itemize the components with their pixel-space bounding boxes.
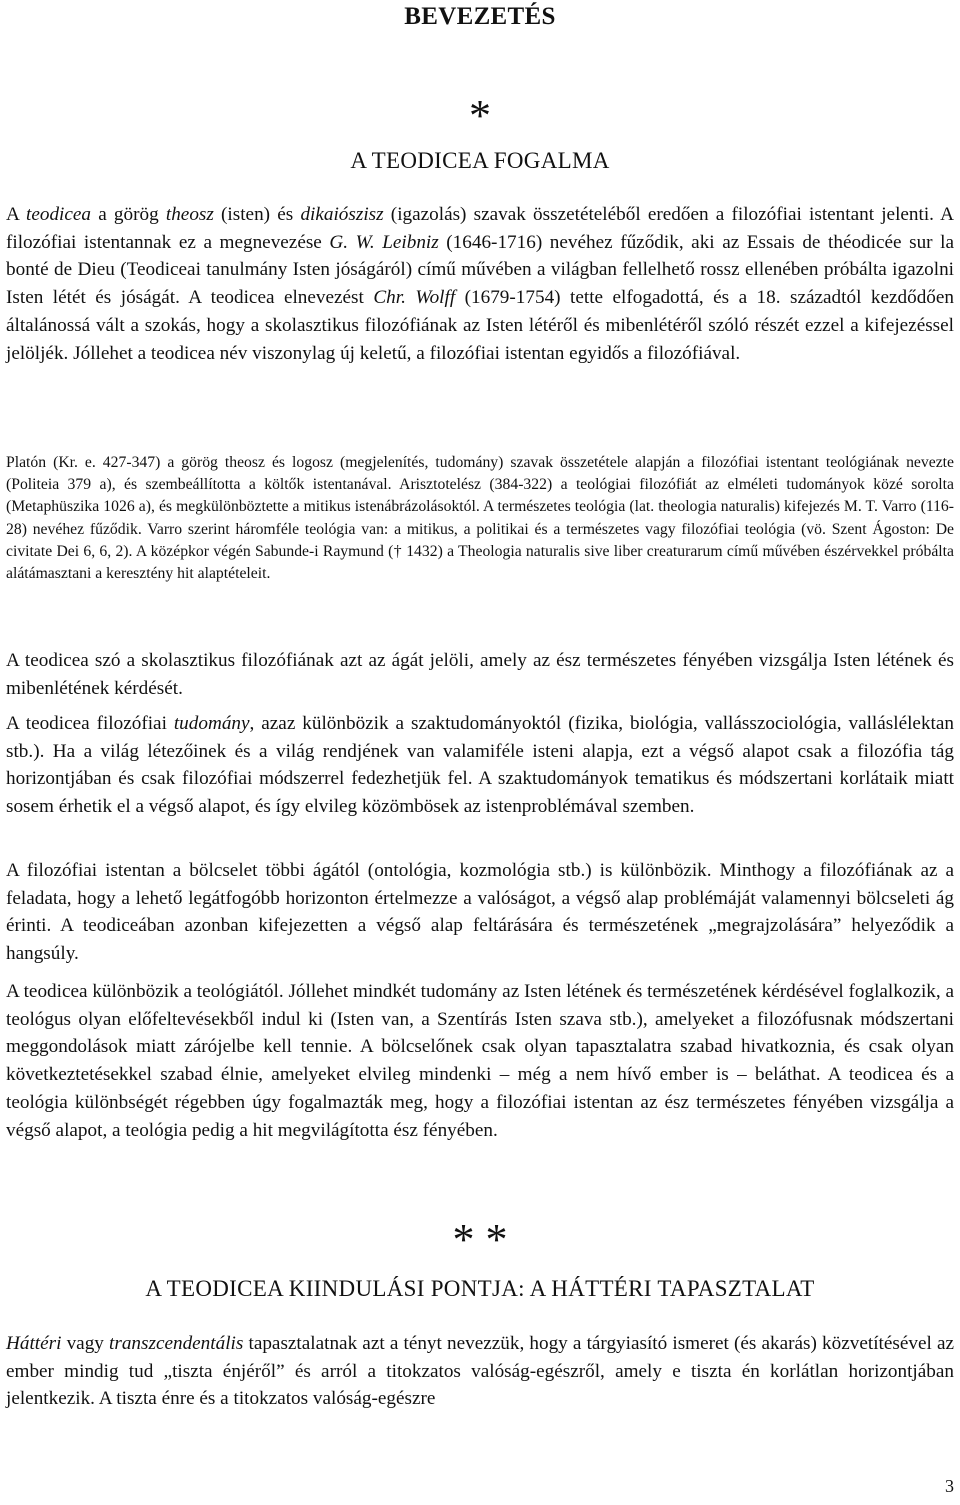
paragraph-teodicea-vs-theology: A teodicea különbözik a teológiától. Jóllehet mindkét tudomány az Isten létének és természetének kérdésével foglalkozik, a teológus olyan előfeltevésekből indul ki (Isten van, a Szentírás Isten szava stb.), amelyeket a filozófusnak módszertani meggondolások miatt zárójelbe kell tennie. A bölcselőnek csak olyan tapasztalatra szabad hivatkoznia, és csak olyan következtetésekkel szabad élnie, amelyeket elvileg mindenki – még a nem hívő ember is – beláthat. A teodicea és a teológia különbségét régebben úgy fogalmazták meg, hogy a filozófiai istentan az ész természetes fényében vizsgálja a végső alapot, a teológia pedig a hit megvilágította ész fényében. [6,981,954,1141]
document-page [6,0,954,1505]
chapter-title: BEVEZETÉS [404,3,556,30]
section-title-teodicea-fogalma: A TEODICEA FOGALMA [350,148,610,173]
paragraph-hatteri-tapasztalat: Háttéri vagy transzcendentális tapasztalatnak azt a tényt nevezzük, hogy a tárgyiasító ismeret (és akarás) közvetítésével az ember mindig tud „tiszta énjéről” és arról a titokzatos valóság-egészről, amely e tiszta én korlátlan horizontjában jelentkezik. A tiszta énre és a titokzatos valóság-egészre [6,1333,954,1410]
section-separator-double-asterisk: * * [452,1215,508,1264]
paragraph-teodicea-definition: A teodicea szó a skolasztikus filozófiának azt az ágát jelöli, amely az ész természetes fényében vizsgálja Isten létének és mibenlétének kérdését. [6,650,954,699]
paragraph-philosophical-theology: A filozófiai istentan a bölcselet többi ágától (ontológia, kozmológia stb.) is különbözik. Minthogy a filozófiának az a feladata, hogy a lehető legátfogóbb horizonton értelmezze a valóságot, a végső alap problémáját valamennyi bölcseleti ág érinti. A teodiceában azonban kifejezetten a végső alap feltárására és természetének „megrajzolására” helyeződik a hangsúly. [6,860,954,965]
intro-paragraph: A teodicea a görög theosz (isten) és dikaiószisz (igazolás) szavak összetételéből eredően a filozófiai istentant jelenti. A filozófiai istentannak ez a megnevezése G. W. Leibniz (1646-1716) nevéhez fűződik, aki az Essais de théodicée sur la bonté de Dieu (Teodiceai tanulmány Isten jóságáról) című művében a világban fellelhető rossz ellenében próbálta igazolni Isten létét és jóságát. A teodicea elnevezést Chr. Wolff (1679-1754) tette elfogadottá, és a 18. századtól kezdődően általánossá vált a szokás, hogy a skolasztikus filozófiának az Isten létéről és mibenlétéről szóló részét ezzel a kifejezéssel jelöljék. Jóllehet a teodicea név viszonylag új keletű, a filozófiai istentan egyidős a filozófiával. [6,204,954,364]
page-number: 3 [945,1476,954,1496]
paragraph-teodicea-science: A teodicea filozófiai tudomány, azaz különbözik a szaktudományoktól (fizika, biológia, vallásszociológia, valláslélektan stb.). Ha a világ létezőinek és a világ rendjének van valamiféle isteni alapja, ezt a végső alapot csak a filozófia tág horizontjában és csak filozófiai módszerrel fedezhetjük fel. A szaktudományok tematikus és módszertani korlátaik miatt sosem érhetik el a végső alapot, és így elvileg közömbösek az istenproblémával szemben. [6,713,954,818]
section-separator-asterisk: * [469,91,491,140]
section-title-kiindulasi-pont: A TEODICEA KIINDULÁSI PONTJA: A HÁTTÉRI TAPASZTALAT [145,1276,815,1301]
historical-note: Platón (Kr. e. 427-347) a görög theosz és logosz (megjelenítés, tudomány) szavak összetétele alapján a filozófiai istentant teológiának nevezte (Politeia 379 a), és szembeállította a költők istentanával. Arisztotelész (384-322) a teológiai filozófiát az elméleti tudományok közé sorolta (Metaphüszika 1026 a), és megkülönböztette a mitikus istenábrázolásoktól. A természetes teológia (lat. theologia naturalis) kifejezés M. T. Varro (116-28) nevéhez fűződik. Varro szerint háromféle teológia van: a mitikus, a politikai és a természetes vagy filozófiai teológia (vö. Szent Ágoston: De civitate Dei 6, 6, 2). A középkor végén Sabunde-i Raymund († 1432) a Theologia naturalis sive liber creaturarum című művében észérvekkel próbálta alátámasztani a keresztény hit alaptételeit. [6,454,954,583]
